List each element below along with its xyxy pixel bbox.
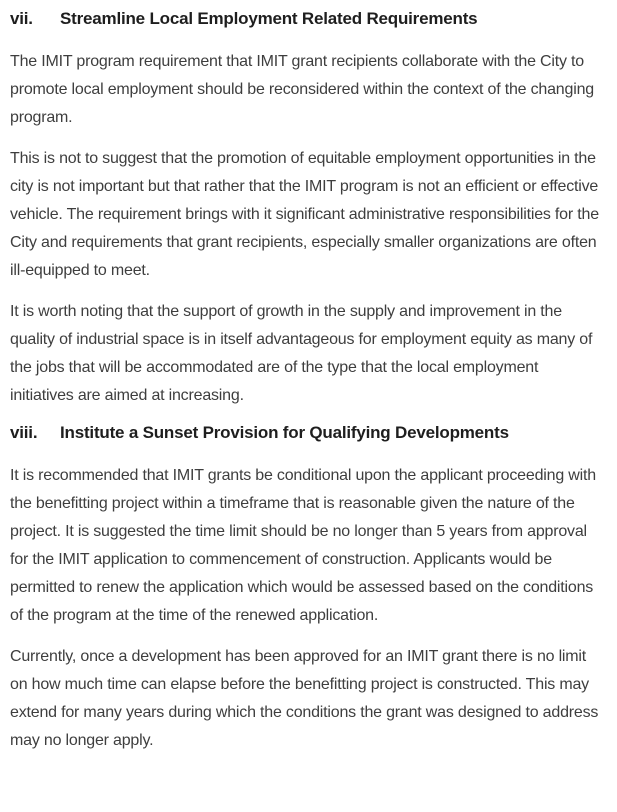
section-viii-number: viii. [10,423,38,442]
section-vii-paragraph-2: This is not to suggest that the promotion of equitable employment opportunities in the city is not important but that rather that the IMIT program is not an efficient or effective vehicle. The requirement brings with it significant administrative responsibilities for the City and requirements that grant recipients, especially smaller organizations are often ill-equipped to meet. [10,150,599,279]
section-vii-heading [10,8,603,30]
section-vii-paragraph-3: It is worth noting that the support of growth in the supply and improvement in the quality of industrial space is in itself advantageous for employment equity as many of the jobs that will be accommodated are of the type that the local employment initiatives are aimed at increasing. [10,303,593,404]
section-viii-paragraph-2: Currently, once a development has been approved for an IMIT grant there is no limit on how much time can elapse before the benefitting project is constructed. This may extend for many years during which the conditions the grant was designed to address may no longer apply. [10,648,599,749]
section-viii-title: Institute a Sunset Provision for Qualifying Developments [60,423,509,442]
section-viii [10,422,603,755]
section-viii-paragraph-1: It is recommended that IMIT grants be conditional upon the applicant proceeding with the benefitting project within a timeframe that is reasonable given the nature of the project. It is suggested the time limit should be no longer than 5 years from approval for the IMIT application to commencement of construction. Applicants would be permitted to renew the application which would be assessed based on the conditions of the program at the time of the renewed application. [10,467,596,624]
section-vii-title: Streamline Local Employment Related Requirements [60,9,478,28]
section-vii [10,8,603,410]
section-vii-paragraph-1: The IMIT program requirement that IMIT grant recipients collaborate with the City to promote local employment should be reconsidered within the context of the changing program. [10,53,594,126]
section-vii-number: vii. [10,9,33,28]
section-viii-heading [10,422,603,444]
